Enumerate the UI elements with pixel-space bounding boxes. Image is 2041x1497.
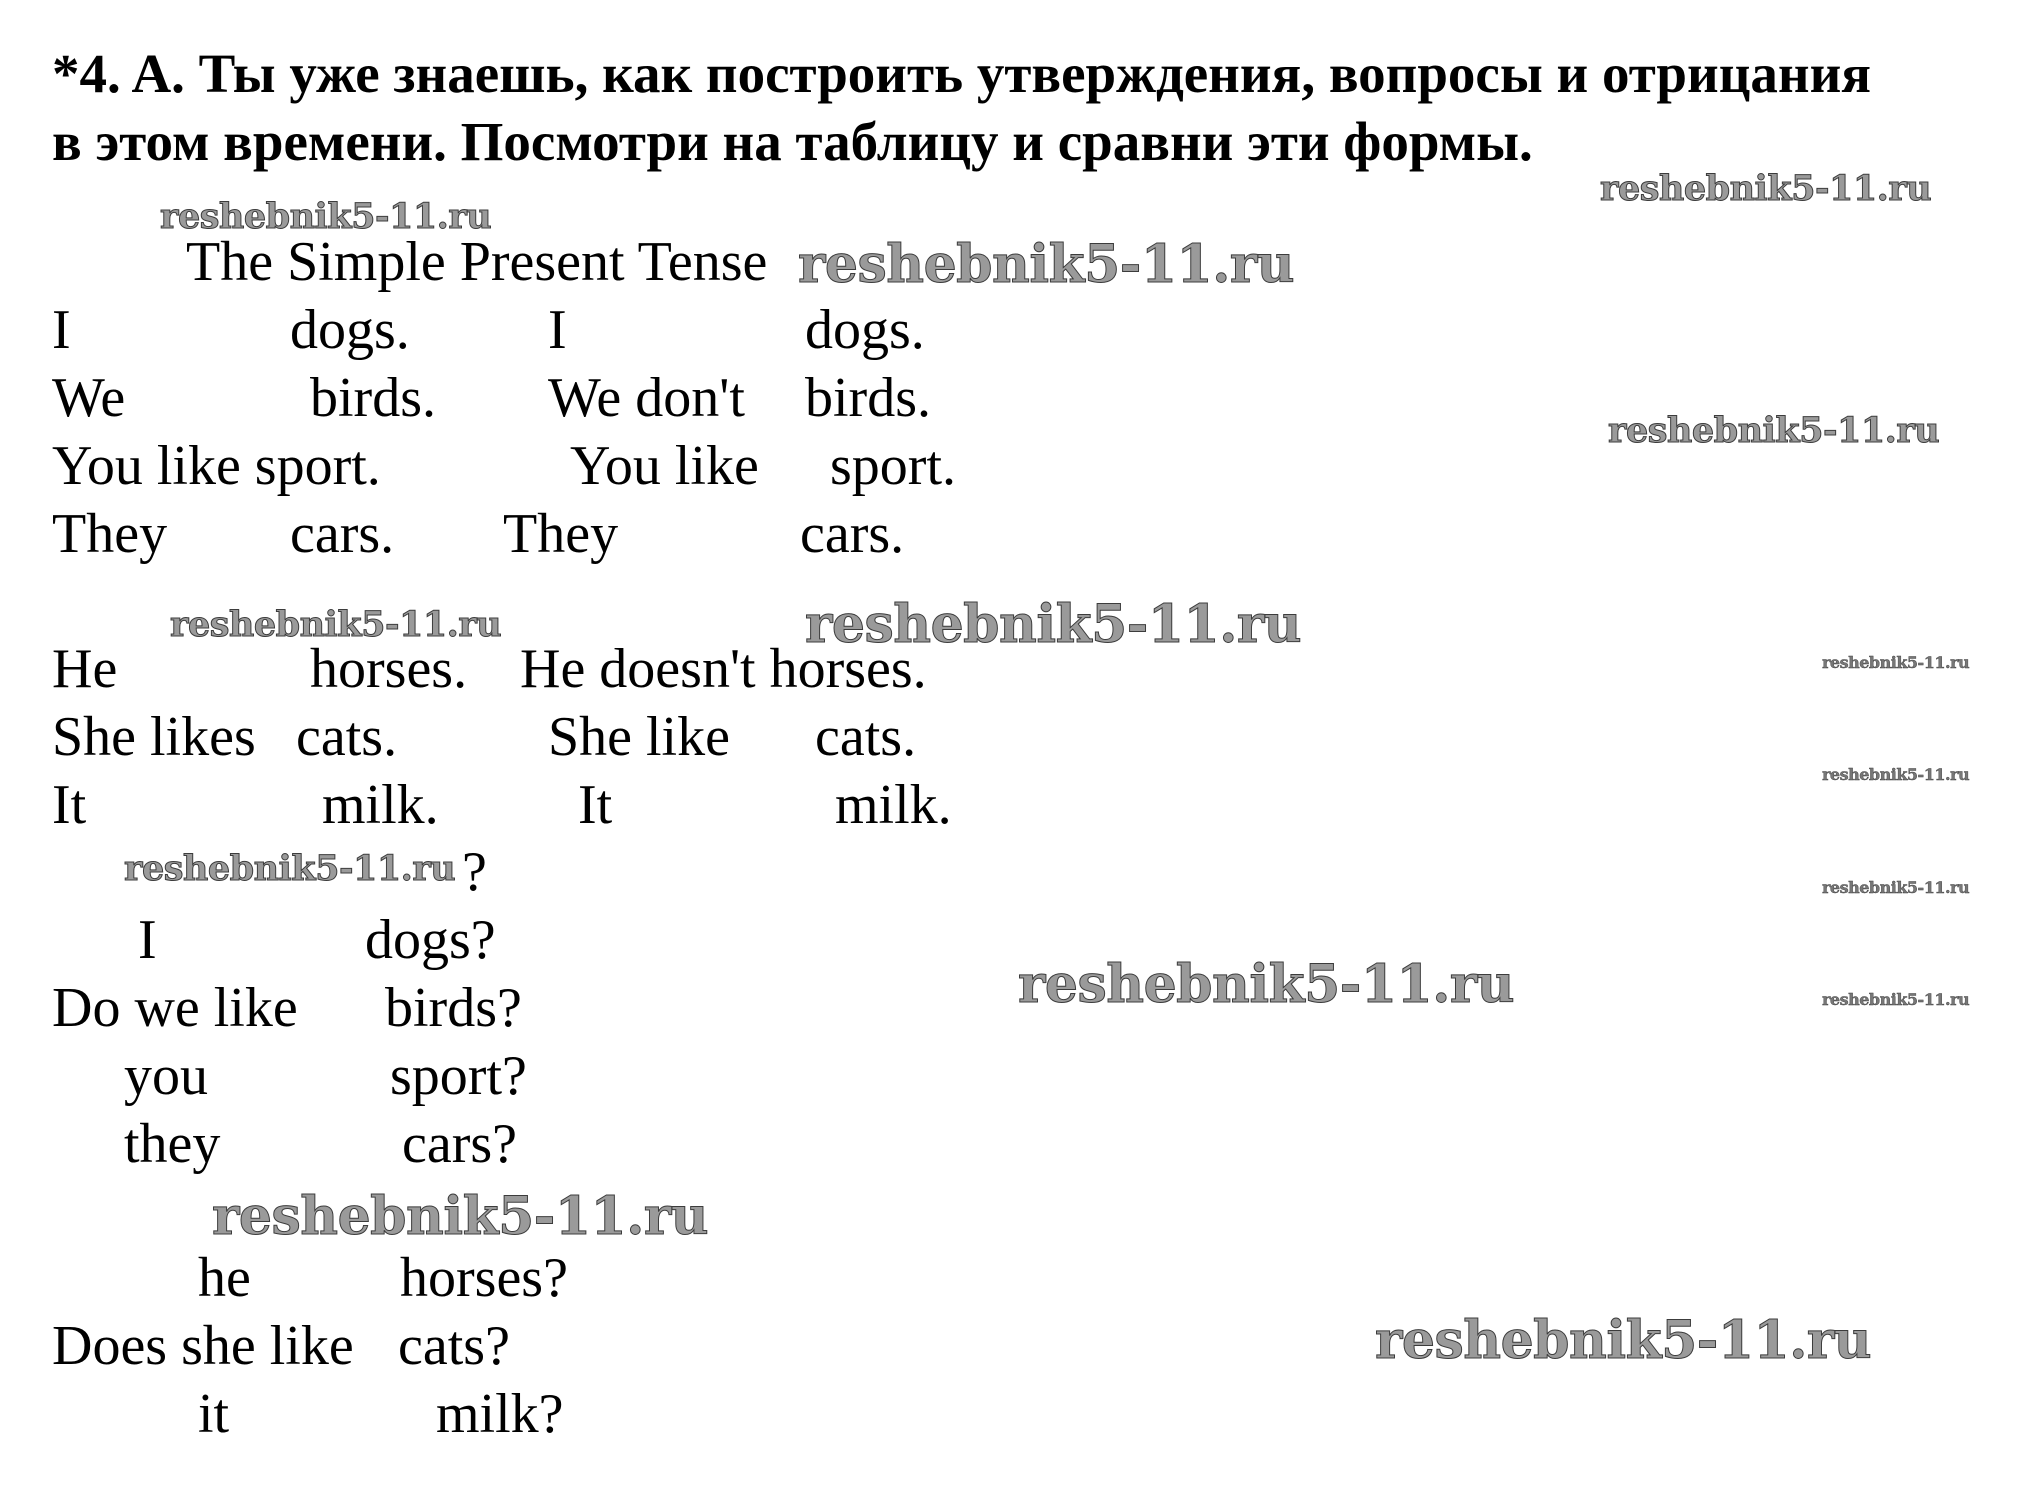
b2-r2-c1: She likes xyxy=(52,706,256,768)
watermark: reshebnik5-11.ru xyxy=(1822,765,1970,784)
b1-r1-c3: I xyxy=(548,299,567,361)
task-line-2: в этом времени. Посмотри на таблицу и сравни эти формы. xyxy=(52,111,1533,172)
b1-r4-c2: cars. xyxy=(290,503,395,565)
b1-r1-c4: dogs. xyxy=(805,299,925,361)
watermark: reshebnik5-11.ru xyxy=(1375,1310,1872,1371)
watermark: reshebnik5-11.ru xyxy=(1608,410,1940,451)
watermark: reshebnik5-11.ru xyxy=(170,604,502,645)
b1-r1-c1: I xyxy=(52,299,71,361)
b2-r2-c4: cats. xyxy=(815,706,917,768)
b1-r1-c2: dogs. xyxy=(290,299,410,361)
q1-r1-c1: I xyxy=(138,909,157,971)
b2-r3-c1: It xyxy=(52,774,87,836)
watermark: reshebnik5-11.ru xyxy=(1822,653,1970,672)
q2-r2-c1: Does she like xyxy=(52,1315,354,1377)
b1-r2-c4: birds. xyxy=(805,367,931,429)
b2-r1-c2: horses. xyxy=(310,638,468,700)
b1-r4-c1: They xyxy=(52,503,168,565)
watermark: reshebnik5-11.ru xyxy=(212,1186,709,1247)
q1-r4-c2: cars? xyxy=(402,1113,518,1175)
b2-r1-c1: He xyxy=(52,638,118,700)
q1-r3-c1: you xyxy=(124,1045,208,1107)
b1-r3-c4: sport. xyxy=(830,435,956,497)
b2-r3-c3: It xyxy=(578,774,613,836)
question-mark: ? xyxy=(462,841,487,903)
b1-r3-c3: You like xyxy=(570,435,759,497)
watermark: reshebnik5-11.ru xyxy=(1822,990,1970,1009)
q1-r4-c1: they xyxy=(124,1113,221,1175)
b2-r2-c3: She like xyxy=(548,706,730,768)
b2-r3-c4: milk. xyxy=(835,774,952,836)
q2-r1-c2: horses? xyxy=(400,1247,568,1309)
b1-r2-c3: We don't xyxy=(548,367,745,429)
q2-r3-c2: milk? xyxy=(436,1383,564,1445)
b1-r4-c3: They xyxy=(503,503,619,565)
task-line-1: *4. A. Ты уже знаешь, как построить утверждения, вопросы и отрицания xyxy=(52,43,1872,104)
q2-r3-c1: it xyxy=(198,1383,230,1445)
watermark: reshebnik5-11.ru xyxy=(1600,168,1932,209)
b2-r1-c3: He doesn't horses. xyxy=(520,638,927,700)
q1-r1-c2: dogs? xyxy=(365,909,496,971)
b2-r3-c2: milk. xyxy=(322,774,439,836)
q1-r2-c1: Do we like xyxy=(52,977,298,1039)
b1-r4-c4: cars. xyxy=(800,503,905,565)
q1-r2-c2: birds? xyxy=(385,977,522,1039)
watermark: reshebnik5-11.ru xyxy=(805,594,1302,655)
watermark: reshebnik5-11.ru xyxy=(1018,954,1515,1015)
b1-r3-c1: You like sport. xyxy=(52,435,381,497)
b2-r2-c2: cats. xyxy=(296,706,398,768)
b1-r2-c1: We xyxy=(52,367,126,429)
watermark: reshebnik5-11.ru xyxy=(1822,878,1970,897)
q1-r3-c2: sport? xyxy=(390,1045,527,1107)
watermark: reshebnik5-11.ru xyxy=(124,848,456,889)
table-title: The Simple Present Tense xyxy=(186,231,768,293)
b1-r2-c2: birds. xyxy=(310,367,436,429)
task-heading xyxy=(52,40,2012,176)
q2-r1-c1: he xyxy=(198,1247,251,1309)
watermark: reshebnik5-11.ru xyxy=(160,196,492,237)
q2-r2-c2: cats? xyxy=(398,1315,510,1377)
watermark: reshebnik5-11.ru xyxy=(798,234,1295,295)
